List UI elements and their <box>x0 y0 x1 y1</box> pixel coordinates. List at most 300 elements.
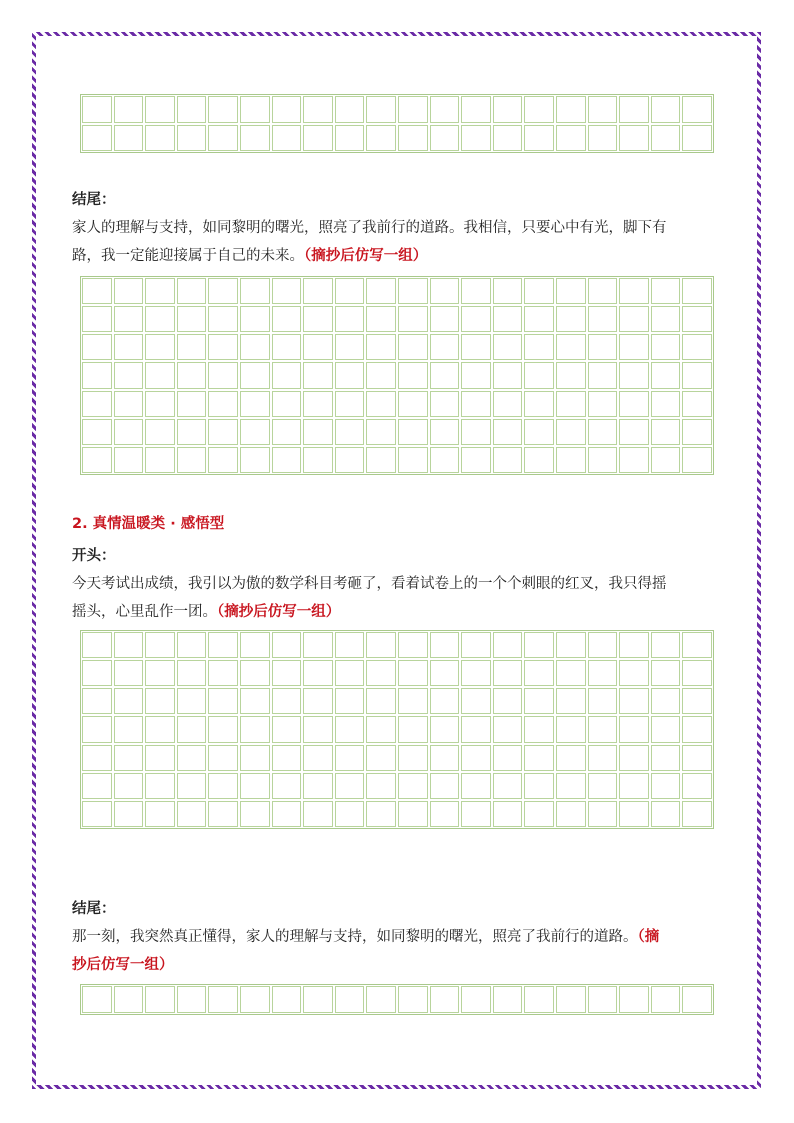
grid-cell <box>651 660 681 686</box>
grid-cell <box>303 334 333 360</box>
grid-cell <box>556 986 586 1013</box>
grid-cell <box>619 391 649 417</box>
grid-cell <box>430 96 460 123</box>
s2-end-block <box>72 895 732 979</box>
grid-cell <box>556 125 586 152</box>
grid-cell <box>493 632 523 658</box>
grid-cell <box>493 278 523 304</box>
grid-cell <box>272 362 302 388</box>
grid-cell <box>240 96 270 123</box>
grid-cell <box>114 447 144 473</box>
grid-cell <box>556 306 586 332</box>
grid-cell <box>240 632 270 658</box>
writing-grid-top <box>80 94 714 153</box>
grid-cell <box>430 745 460 771</box>
grid-cell <box>335 278 365 304</box>
s2-end-label: 结尾： <box>72 901 116 917</box>
grid-cell <box>272 447 302 473</box>
s2-start-block <box>72 542 732 626</box>
grid-cell <box>82 125 112 152</box>
grid-cell <box>619 278 649 304</box>
s2-start-text: 摇头，心里乱作一团。 <box>72 604 217 620</box>
grid-cell <box>430 773 460 799</box>
grid-cell <box>556 773 586 799</box>
grid-cell <box>556 362 586 388</box>
grid-cell <box>366 716 396 742</box>
grid-cell <box>272 96 302 123</box>
grid-cell <box>145 745 175 771</box>
grid-cell <box>366 688 396 714</box>
grid-cell <box>82 716 112 742</box>
grid-cell <box>335 660 365 686</box>
grid-cell <box>619 96 649 123</box>
grid-cell <box>398 773 428 799</box>
grid-cell <box>145 96 175 123</box>
grid-cell <box>114 773 144 799</box>
grid-cell <box>177 306 207 332</box>
grid-cell <box>524 278 554 304</box>
grid-cell <box>461 688 491 714</box>
grid-cell <box>177 773 207 799</box>
grid-cell <box>145 801 175 827</box>
grid-cell <box>114 362 144 388</box>
grid-cell <box>303 419 333 445</box>
grid-cell <box>335 419 365 445</box>
grid-cell <box>398 688 428 714</box>
grid-cell <box>524 447 554 473</box>
grid-cell <box>177 745 207 771</box>
grid-cell <box>651 986 681 1013</box>
grid-cell <box>272 773 302 799</box>
grid-cell <box>461 362 491 388</box>
grid-cell <box>619 632 649 658</box>
grid-cell <box>303 986 333 1013</box>
grid-cell <box>240 362 270 388</box>
grid-cell <box>335 986 365 1013</box>
grid-cell <box>619 660 649 686</box>
grid-cell <box>366 801 396 827</box>
grid-cell <box>524 362 554 388</box>
grid-cell <box>335 688 365 714</box>
grid-cell <box>430 362 460 388</box>
grid-cell <box>145 125 175 152</box>
grid-cell <box>240 419 270 445</box>
grid-cell <box>114 688 144 714</box>
grid-cell <box>208 306 238 332</box>
grid-cell <box>82 334 112 360</box>
grid-cell <box>177 447 207 473</box>
grid-cell <box>556 278 586 304</box>
grid-cell <box>177 391 207 417</box>
grid-cell <box>430 391 460 417</box>
grid-cell <box>82 632 112 658</box>
grid-cell <box>398 447 428 473</box>
grid-cell <box>208 801 238 827</box>
grid-cell <box>366 96 396 123</box>
grid-cell <box>114 660 144 686</box>
grid-cell <box>651 419 681 445</box>
grid-cell <box>619 801 649 827</box>
grid-cell <box>461 745 491 771</box>
grid-cell <box>272 306 302 332</box>
grid-cell <box>524 801 554 827</box>
grid-cell <box>240 801 270 827</box>
grid-cell <box>619 716 649 742</box>
grid-cell <box>82 278 112 304</box>
grid-cell <box>272 334 302 360</box>
grid-cell <box>430 716 460 742</box>
grid-cell <box>493 986 523 1013</box>
grid-cell <box>524 391 554 417</box>
grid-cell <box>556 801 586 827</box>
grid-cell <box>366 632 396 658</box>
grid-cell <box>303 745 333 771</box>
grid-cell <box>303 716 333 742</box>
grid-cell <box>208 632 238 658</box>
grid-cell <box>82 96 112 123</box>
grid-cell <box>335 96 365 123</box>
s1-end-text-line1: 家人的理解与支持，如同黎明的曙光，照亮了我前行的道路。我相信，只要心中有光，脚下有 <box>72 220 667 236</box>
grid-cell <box>588 391 618 417</box>
grid-cell <box>461 96 491 123</box>
grid-cell <box>145 306 175 332</box>
grid-cell <box>398 632 428 658</box>
grid-cell <box>430 986 460 1013</box>
grid-cell <box>682 986 712 1013</box>
grid-cell <box>240 306 270 332</box>
grid-cell <box>366 278 396 304</box>
grid-cell <box>461 773 491 799</box>
s1-end-block <box>72 186 732 270</box>
grid-cell <box>524 986 554 1013</box>
s2-end-text: 那一刻，我突然真正懂得，家人的理解与支持，如同黎明的曙光，照亮了我前行的道路。 <box>72 929 638 945</box>
grid-cell <box>588 773 618 799</box>
grid-cell <box>556 660 586 686</box>
grid-cell <box>114 632 144 658</box>
grid-cell <box>177 334 207 360</box>
grid-cell <box>177 278 207 304</box>
grid-cell <box>208 278 238 304</box>
grid-cell <box>335 745 365 771</box>
grid-cell <box>208 447 238 473</box>
section-heading: 2. 真情温暖类 · 感悟型 <box>72 516 225 532</box>
grid-cell <box>651 306 681 332</box>
grid-cell <box>145 278 175 304</box>
writing-grid-s2-start <box>80 630 714 829</box>
grid-cell <box>303 801 333 827</box>
grid-cell <box>430 632 460 658</box>
grid-cell <box>240 986 270 1013</box>
grid-cell <box>366 334 396 360</box>
grid-cell <box>177 632 207 658</box>
s2-end-text-line1 <box>72 923 732 951</box>
grid-cell <box>177 986 207 1013</box>
grid-cell <box>272 801 302 827</box>
grid-cell <box>430 660 460 686</box>
grid-cell <box>682 278 712 304</box>
grid-cell <box>240 334 270 360</box>
grid-cell <box>114 306 144 332</box>
grid-cell <box>366 773 396 799</box>
grid-cell <box>335 773 365 799</box>
grid-cell <box>335 306 365 332</box>
grid-cell <box>651 688 681 714</box>
grid-cell <box>208 362 238 388</box>
grid-cell <box>524 334 554 360</box>
grid-cell <box>145 419 175 445</box>
grid-cell <box>588 447 618 473</box>
s2-start-text-line1: 今天考试出成绩，我引以为傲的数学科目考砸了，看着试卷上的一个个刺眼的红叉，我只得摇 <box>72 576 667 592</box>
grid-cell <box>303 688 333 714</box>
grid-cell <box>430 801 460 827</box>
grid-cell <box>398 660 428 686</box>
grid-cell <box>335 125 365 152</box>
grid-cell <box>493 125 523 152</box>
grid-cell <box>493 419 523 445</box>
grid-cell <box>366 391 396 417</box>
grid-cell <box>208 96 238 123</box>
grid-cell <box>398 362 428 388</box>
s1-end-text-line2 <box>72 242 732 270</box>
grid-cell <box>82 773 112 799</box>
grid-cell <box>651 745 681 771</box>
grid-cell <box>303 632 333 658</box>
grid-cell <box>366 986 396 1013</box>
grid-cell <box>114 801 144 827</box>
grid-cell <box>398 391 428 417</box>
s2-end-note-b: 抄后仿写一组） <box>72 957 174 973</box>
grid-cell <box>430 447 460 473</box>
grid-cell <box>430 419 460 445</box>
grid-cell <box>556 716 586 742</box>
grid-cell <box>145 391 175 417</box>
grid-cell <box>208 125 238 152</box>
grid-cell <box>114 716 144 742</box>
grid-cell <box>619 745 649 771</box>
grid-cell <box>272 745 302 771</box>
grid-cell <box>82 986 112 1013</box>
grid-cell <box>493 801 523 827</box>
grid-cell <box>524 96 554 123</box>
grid-cell <box>619 125 649 152</box>
grid-cell <box>461 660 491 686</box>
grid-cell <box>114 986 144 1013</box>
grid-cell <box>619 306 649 332</box>
grid-cell <box>303 96 333 123</box>
grid-cell <box>114 334 144 360</box>
grid-cell <box>430 278 460 304</box>
grid-cell <box>588 745 618 771</box>
grid-cell <box>682 632 712 658</box>
grid-cell <box>682 125 712 152</box>
grid-cell <box>556 688 586 714</box>
grid-cell <box>556 745 586 771</box>
grid-cell <box>682 362 712 388</box>
grid-cell <box>651 278 681 304</box>
grid-cell <box>177 688 207 714</box>
grid-cell <box>430 306 460 332</box>
grid-cell <box>682 801 712 827</box>
grid-cell <box>145 716 175 742</box>
grid-cell <box>272 419 302 445</box>
grid-cell <box>145 773 175 799</box>
grid-cell <box>651 716 681 742</box>
grid-cell <box>272 125 302 152</box>
grid-cell <box>335 391 365 417</box>
grid-cell <box>240 391 270 417</box>
grid-cell <box>651 447 681 473</box>
grid-cell <box>145 632 175 658</box>
grid-cell <box>177 801 207 827</box>
grid-cell <box>177 716 207 742</box>
s2-start-label: 开头： <box>72 548 116 564</box>
grid-cell <box>588 419 618 445</box>
grid-cell <box>335 632 365 658</box>
grid-cell <box>114 278 144 304</box>
grid-cell <box>114 96 144 123</box>
grid-cell <box>82 801 112 827</box>
grid-cell <box>398 419 428 445</box>
grid-cell <box>398 801 428 827</box>
s1-end-note: （摘抄后仿写一组） <box>304 248 428 264</box>
grid-cell <box>366 306 396 332</box>
grid-cell <box>524 125 554 152</box>
grid-cell <box>398 716 428 742</box>
grid-cell <box>524 688 554 714</box>
grid-cell <box>366 362 396 388</box>
grid-cell <box>682 745 712 771</box>
grid-cell <box>303 773 333 799</box>
grid-cell <box>114 419 144 445</box>
grid-cell <box>366 660 396 686</box>
grid-cell <box>461 391 491 417</box>
grid-cell <box>493 96 523 123</box>
grid-cell <box>145 334 175 360</box>
grid-cell <box>493 391 523 417</box>
grid-cell <box>493 716 523 742</box>
grid-cell <box>493 688 523 714</box>
grid-cell <box>556 96 586 123</box>
grid-cell <box>240 688 270 714</box>
s1-end-label: 结尾： <box>72 192 116 208</box>
grid-cell <box>82 306 112 332</box>
grid-cell <box>461 801 491 827</box>
grid-cell <box>114 391 144 417</box>
grid-cell <box>651 125 681 152</box>
grid-cell <box>335 334 365 360</box>
grid-cell <box>398 278 428 304</box>
grid-cell <box>461 716 491 742</box>
grid-cell <box>398 306 428 332</box>
grid-cell <box>588 125 618 152</box>
grid-cell <box>208 660 238 686</box>
grid-cell <box>493 660 523 686</box>
grid-cell <box>588 688 618 714</box>
grid-cell <box>651 334 681 360</box>
grid-cell <box>493 334 523 360</box>
grid-cell <box>524 773 554 799</box>
grid-cell <box>588 660 618 686</box>
grid-cell <box>651 801 681 827</box>
grid-cell <box>461 125 491 152</box>
grid-cell <box>145 986 175 1013</box>
grid-cell <box>177 660 207 686</box>
grid-cell <box>303 660 333 686</box>
grid-cell <box>208 773 238 799</box>
grid-cell <box>461 986 491 1013</box>
grid-cell <box>335 447 365 473</box>
grid-cell <box>588 716 618 742</box>
grid-cell <box>651 391 681 417</box>
grid-cell <box>272 278 302 304</box>
grid-cell <box>588 334 618 360</box>
grid-cell <box>619 447 649 473</box>
grid-cell <box>461 306 491 332</box>
grid-cell <box>240 745 270 771</box>
grid-cell <box>240 716 270 742</box>
grid-cell <box>430 688 460 714</box>
grid-cell <box>208 419 238 445</box>
grid-cell <box>145 660 175 686</box>
grid-cell <box>619 419 649 445</box>
grid-cell <box>619 986 649 1013</box>
grid-cell <box>493 773 523 799</box>
grid-cell <box>461 632 491 658</box>
grid-cell <box>588 986 618 1013</box>
grid-cell <box>272 660 302 686</box>
grid-cell <box>524 419 554 445</box>
grid-cell <box>303 306 333 332</box>
grid-cell <box>588 362 618 388</box>
grid-cell <box>524 745 554 771</box>
s2-start-text-line2 <box>72 598 732 626</box>
grid-cell <box>619 773 649 799</box>
grid-cell <box>588 278 618 304</box>
grid-cell <box>335 801 365 827</box>
grid-cell <box>651 362 681 388</box>
grid-cell <box>398 986 428 1013</box>
grid-cell <box>588 96 618 123</box>
grid-cell <box>588 801 618 827</box>
grid-cell <box>524 716 554 742</box>
grid-cell <box>430 334 460 360</box>
grid-cell <box>682 334 712 360</box>
grid-cell <box>398 745 428 771</box>
grid-cell <box>272 688 302 714</box>
grid-cell <box>208 745 238 771</box>
grid-cell <box>272 716 302 742</box>
grid-cell <box>682 96 712 123</box>
grid-cell <box>82 419 112 445</box>
grid-cell <box>682 716 712 742</box>
grid-cell <box>619 688 649 714</box>
grid-cell <box>303 447 333 473</box>
grid-cell <box>588 306 618 332</box>
grid-cell <box>114 125 144 152</box>
grid-cell <box>651 632 681 658</box>
grid-cell <box>208 391 238 417</box>
grid-cell <box>240 773 270 799</box>
writing-grid-s2-end <box>80 984 714 1015</box>
grid-cell <box>208 986 238 1013</box>
grid-cell <box>493 447 523 473</box>
s2-start-note: （摘抄后仿写一组） <box>217 604 341 620</box>
grid-cell <box>82 688 112 714</box>
grid-cell <box>682 306 712 332</box>
grid-cell <box>556 632 586 658</box>
grid-cell <box>240 660 270 686</box>
grid-cell <box>272 632 302 658</box>
